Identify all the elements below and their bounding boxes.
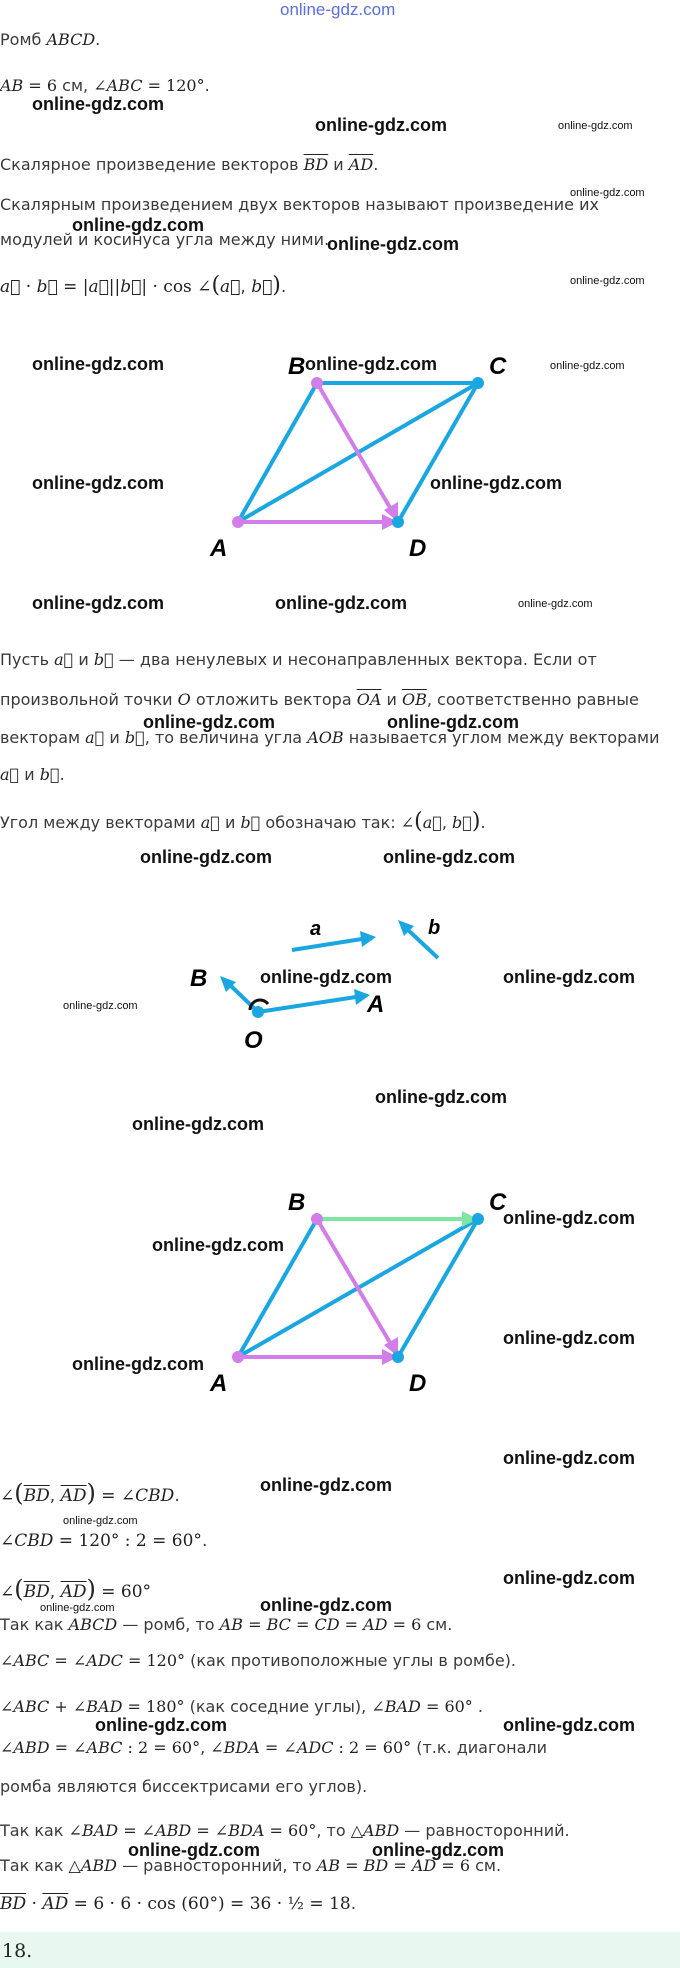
answer-value: 18. <box>2 1940 33 1962</box>
solution-step-10: Так как △ABD — равносторонний, то AB = BD = AD = 6 см. <box>0 1856 502 1875</box>
watermark: online-gdz.com <box>128 1840 260 1860</box>
watermark: online-gdz.com <box>315 115 447 135</box>
watermark: online-gdz.com <box>503 1328 635 1348</box>
label-D: D <box>409 1370 427 1397</box>
text-para-2: произвольной точки O отложить вектора $\overline{OA}$ и $\overline{OB}$, соответственно равные <box>0 690 639 709</box>
text-para-1: Пусть a⃗ и b⃗ — два ненулевых и несонаправленных вектора. Если от <box>0 650 597 669</box>
watermark: online-gdz.com <box>143 712 275 732</box>
text-para-3: векторам a⃗ и b⃗, то величина угла AOB называется углом между векторами <box>0 728 660 747</box>
text-definition-1: Скалярным произведением двух векторов называют произведение их <box>0 195 599 214</box>
watermark: online-gdz.com <box>305 354 437 374</box>
watermark: online-gdz.com <box>558 120 633 132</box>
watermark: online-gdz.com <box>503 1448 635 1468</box>
solution-step-4: Так как ABCD — ромб, то AB = BC = CD = AD = 6 см. <box>0 1615 453 1634</box>
solution-step-2: ∠CBD = 120° : 2 = 60°. <box>0 1531 208 1551</box>
label-A: A <box>367 991 385 1018</box>
watermark: online-gdz.com <box>372 1840 504 1860</box>
text-task: Скалярное произведение векторов $\overline{BD}$ и $\overline{AD}$. <box>0 155 379 174</box>
watermark: online-gdz.com <box>260 1475 392 1495</box>
watermark: online-gdz.com <box>152 1235 284 1255</box>
watermark: online-gdz.com <box>32 473 164 493</box>
watermark: online-gdz.com <box>503 1715 635 1735</box>
label-A: A <box>210 1370 228 1397</box>
text-definition-2: модулей и косинуса угла между ними. <box>0 230 330 249</box>
watermark: online-gdz.com <box>387 712 519 732</box>
watermark: online-gdz.com <box>32 94 164 114</box>
watermark: online-gdz.com <box>63 1515 138 1527</box>
watermark: online-gdz.com <box>95 1715 227 1735</box>
label-vec-b: b <box>428 917 441 939</box>
label-B: B <box>190 965 208 992</box>
rhombus-figure-2 <box>200 1170 520 1410</box>
text-given: AB = 6 см, ∠ABC = 120°. <box>0 76 210 95</box>
answer-box <box>0 1932 680 1968</box>
solution-step-9: Так как ∠BAD = ∠ABD = ∠BDA = 60°, то △ABD — равносторонний. <box>0 1821 570 1840</box>
watermark: online-gdz.com <box>503 1208 635 1228</box>
watermark: online-gdz.com <box>40 1602 115 1614</box>
watermark: online-gdz.com <box>275 593 407 613</box>
watermark: online-gdz.com <box>72 1354 204 1374</box>
solution-step-3: $\angle(\overline{BD}$, $\overline{AD}) = 60^\circ$ <box>0 1575 152 1603</box>
label-A: A <box>210 535 228 562</box>
label-vec-a: a <box>310 918 322 940</box>
text-angle-notation: Угол между векторами a⃗ и b⃗ обозначаю так: ∠(a⃗, b⃗). <box>0 809 486 834</box>
watermark: online-gdz.com <box>140 847 272 867</box>
solution-step-1: $\angle(\overline{BD}$, $\overline{AD}$) = ∠CBD. <box>0 1479 180 1507</box>
label-B: B <box>288 353 306 380</box>
watermark: online-gdz.com <box>72 215 204 235</box>
label-D: D <box>409 535 427 562</box>
solution-step-8: ромба являются биссектрисами его углов). <box>0 1777 368 1796</box>
watermark: online-gdz.com <box>430 473 562 493</box>
watermark: online-gdz.com <box>32 593 164 613</box>
label-C: C <box>489 353 507 380</box>
text-rhombus: Ромб ABCD. <box>0 30 101 49</box>
watermark: online-gdz.com <box>503 1568 635 1588</box>
solution-step-7: ∠ABD = ∠ABC : 2 = 60°, ∠BDA = ∠ADC : 2 = 60° (т.к. диагонали <box>0 1738 548 1757</box>
text-para-4: a⃗ и b⃗. <box>0 765 65 784</box>
solution-step-6: ∠ABC + ∠BAD = 180° (как соседние углы), ∠BAD = 60° . <box>0 1697 483 1716</box>
label-B: B <box>288 1189 306 1216</box>
watermark: online-gdz.com <box>375 1087 507 1107</box>
label-C: C <box>489 1189 507 1216</box>
solution-step-5: ∠ABC = ∠ADC = 120° (как противоположные углы в ромбе). <box>0 1651 516 1670</box>
label-O: O <box>244 1027 263 1054</box>
solution-step-11: $\overline{BD} \cdot \overline{AD} = 6 \cdot 6 \cdot \cos (60^\circ) = 36$ · ½ = 18. <box>0 1894 357 1914</box>
watermark: online-gdz.com <box>383 847 515 867</box>
watermark: online-gdz.com <box>132 1114 264 1134</box>
watermark: online-gdz.com <box>570 275 645 287</box>
watermark: online-gdz.com <box>518 598 593 610</box>
watermark: online-gdz.com <box>260 1595 392 1615</box>
watermark: online-gdz.com <box>570 187 645 199</box>
watermark: online-gdz.com <box>550 360 625 372</box>
watermark: online-gdz.com <box>32 354 164 374</box>
watermark: online-gdz.com <box>327 234 459 254</box>
watermark: online-gdz.com <box>260 967 392 987</box>
watermark: online-gdz.com <box>63 1000 138 1012</box>
watermark: online-gdz.com <box>503 967 635 987</box>
rhombus-figure-1 <box>200 340 520 580</box>
header-watermark: online-gdz.com <box>280 0 396 19</box>
formula-dot-product: a⃗ · b⃗ = |a⃗||b⃗| · cos ∠(a⃗, b⃗). <box>0 273 287 298</box>
